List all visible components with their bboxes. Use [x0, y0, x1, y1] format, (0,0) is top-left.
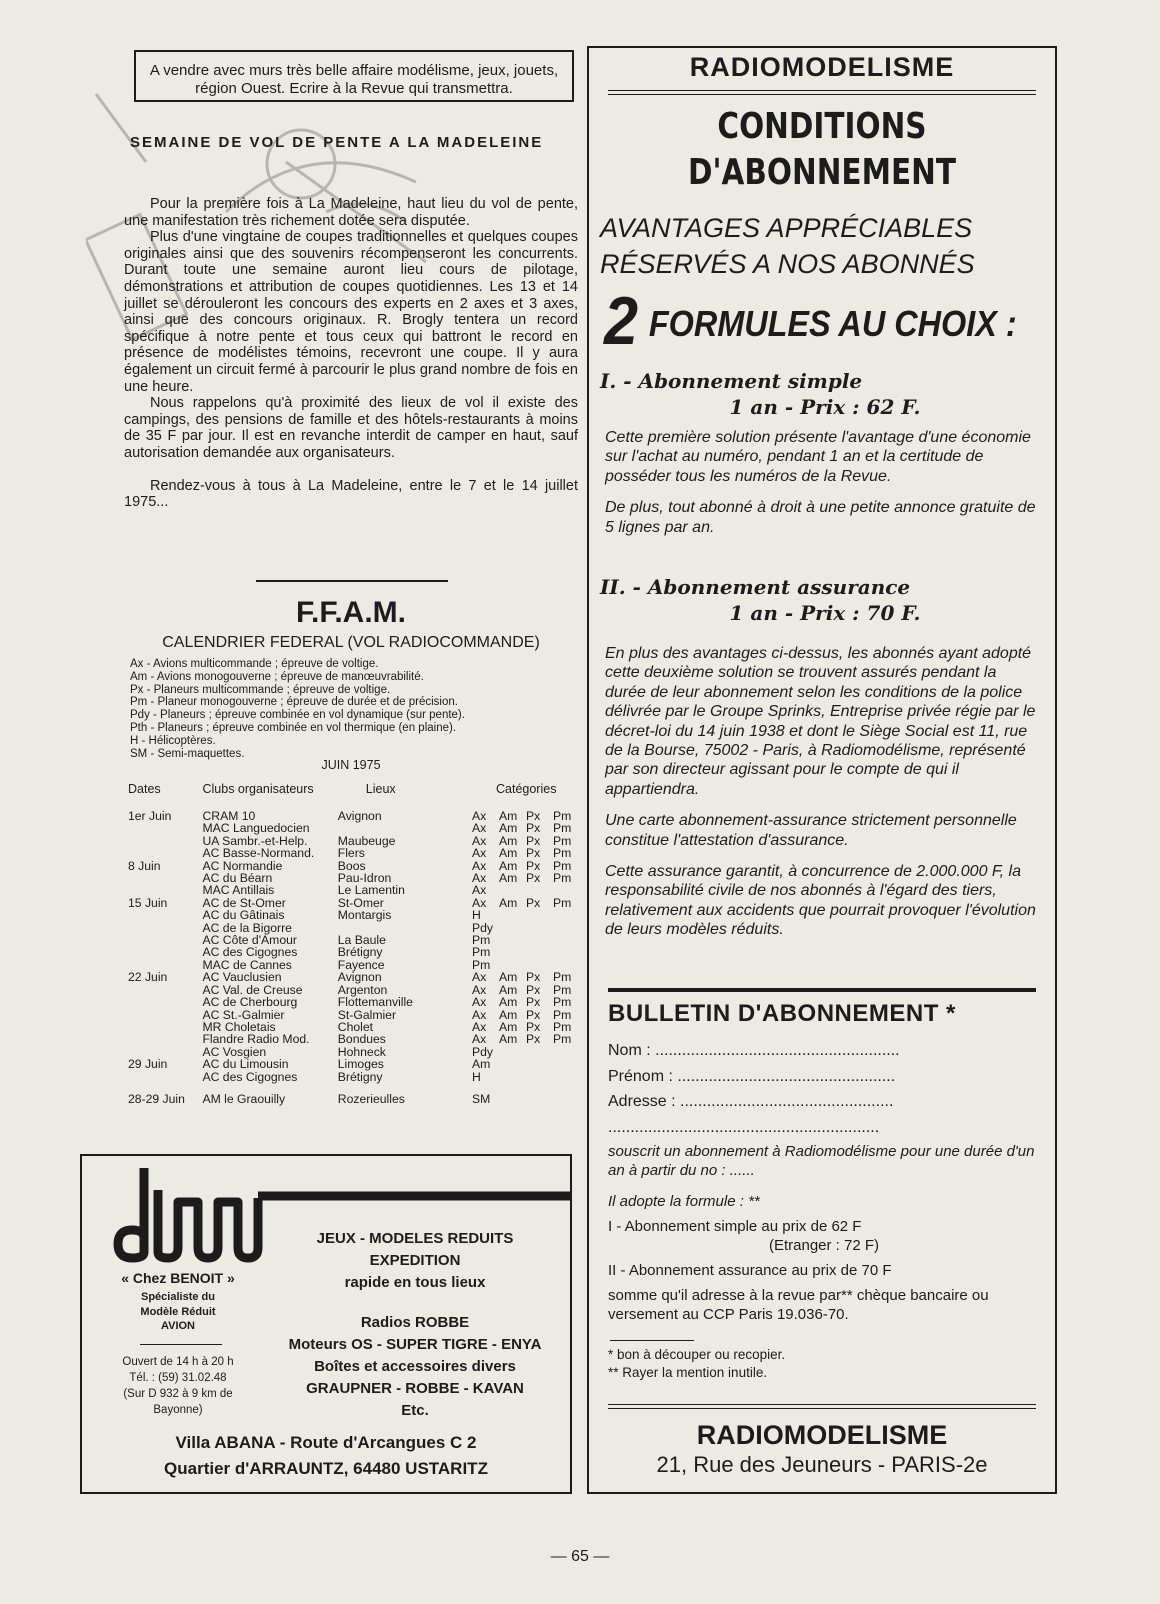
category-code: Px — [526, 858, 541, 873]
row-club: AC du Béarn — [202, 871, 273, 886]
category-code: Px — [526, 809, 541, 823]
conditions-title-line: CONDITIONS — [717, 106, 927, 147]
category-code: Pdy — [472, 1044, 494, 1059]
paragraph: En plus des avantages ci-dessus, les abonnés ayant adopté cette deuxième solution se trouvent assurés pendant la durée de leur abonnement selon les conditions de la police délivrée par le Groupe Sprinks, Entreprise privée régie par le décret-loi du 14 juin 1938 et dont le Siège Social est 11, rue de la Bourse, 75002 - Paris, à Radiomodélisme, représenté par son directeur agissant pour le compte de qui il appartiendra. — [605, 645, 1036, 798]
divider — [608, 94, 1036, 95]
row-location: Montargis — [337, 908, 392, 923]
row-date — [128, 872, 202, 884]
formula-2-price: 1 an - Prix : 70 F. — [729, 601, 921, 625]
paragraph: Cette assurance garantit, à concurrence de 2.000.000 F, la responsabilité civile de nos abonnés à l'égard des tiers, relativement aux accidents que pourrait provoquer l'évolution de leurs modèles réduits. — [605, 863, 1036, 939]
category-code: Px — [526, 970, 541, 985]
category-code: Ax — [472, 833, 487, 848]
row-date — [128, 996, 202, 1008]
calendar-body — [128, 810, 580, 1105]
row-location: Flottemanville — [337, 995, 413, 1010]
offering-line: rapide en tous lieux — [344, 1274, 486, 1291]
magazine-address: 21, Rue des Jeuneurs - PARIS-2e — [656, 1452, 988, 1477]
offering-line: EXPEDITION — [369, 1252, 461, 1269]
formules-heading — [604, 282, 1017, 360]
row-club: Flandre Radio Mod. — [202, 1032, 310, 1047]
category-code: Am — [499, 895, 518, 910]
offering-line: JEUX - MODELES REDUITS — [316, 1230, 514, 1247]
divider — [608, 1404, 1036, 1405]
row-location: Rozerieulles — [337, 1091, 405, 1106]
category-code: Pm — [553, 858, 572, 873]
category-code: SM — [472, 1091, 491, 1106]
table-row — [128, 971, 580, 983]
category-code: Px — [526, 833, 541, 848]
row-club: AC Normandie — [202, 858, 283, 873]
footnote: * bon à découper ou recopier. — [608, 1347, 786, 1362]
shop-address-line: Villa ABANA - Route d'Arcangues C 2 — [175, 1433, 477, 1452]
row-date — [128, 822, 202, 834]
row-location: Cholet — [337, 1019, 374, 1034]
shop-hours — [92, 1354, 264, 1418]
legend-item: Px - Planeurs multicommande ; épreuve de voltige. — [130, 683, 391, 696]
formula-1-price: 1 an - Prix : 62 F. — [729, 395, 921, 419]
subscription-form — [608, 1038, 1038, 1140]
category-legend — [130, 658, 580, 760]
category-code: Px — [526, 895, 541, 910]
row-date — [128, 984, 202, 996]
classified-ad-text: A vendre avec murs très belle affaire modélisme, jeux, jouets, région Ouest. Ecrire à la Revue qui transmettra. — [149, 62, 559, 97]
footnotes — [608, 1346, 1040, 1382]
row-location: Hohneck — [337, 1044, 386, 1059]
row-club: AC St.-Galmier — [202, 1007, 285, 1022]
shop-specialty-line: AVION — [160, 1320, 196, 1332]
divider — [608, 90, 1036, 91]
legend-item: Ax - Avions multicommande ; épreuve de voltige. — [130, 658, 379, 670]
table-row — [128, 884, 580, 896]
category-code: Am — [499, 809, 518, 823]
row-categories — [472, 897, 580, 909]
row-date — [128, 934, 202, 946]
category-code: Am — [499, 858, 518, 873]
table-row — [128, 946, 580, 958]
category-code: Px — [526, 982, 541, 997]
semaine-paragraph: Nous rappelons qu'à proximité des lieux de vol il existe des campings, des pensions de famille et des hôtels-restaurants à moins de 35 F par jour. Il est en revanche interdit de camper en haut, sauf autorisation demandée aux organisateurs. — [124, 395, 578, 461]
paragraph: De plus, tout abonné à droit à une petite annonce gratuite de 5 lignes par an. — [605, 499, 1036, 536]
category-code: Pm — [553, 1032, 572, 1047]
footnote: ** Rayer la mention inutile. — [608, 1365, 768, 1380]
category-code: Px — [526, 1032, 541, 1047]
magazine-title-bottom: RADIOMODELISME — [696, 1420, 948, 1450]
row-club: AC des Cigognes — [202, 1069, 298, 1084]
category-code: Ax — [472, 1019, 487, 1034]
footnote-divider — [610, 1340, 694, 1341]
calendar-month: JUIN 1975 — [321, 758, 381, 772]
legend-item: Pm - Planeur monogouverne ; épreuve de durée et de précision. — [130, 696, 458, 709]
shop-specialty-line: Modèle Réduit — [140, 1305, 216, 1318]
row-categories — [472, 996, 580, 1008]
category-code: Am — [499, 1019, 518, 1034]
row-location: Argenton — [337, 982, 388, 997]
category-code: Pm — [553, 1019, 572, 1034]
category-code: Am — [499, 846, 518, 861]
category-code: Pm — [472, 957, 491, 972]
category-code: Pm — [472, 933, 491, 948]
shop-name: « Chez BENOIT » — [121, 1270, 235, 1286]
category-code: Pm — [553, 846, 572, 861]
row-date — [128, 946, 202, 958]
row-location: St-Galmier — [337, 1007, 397, 1022]
calendar-table — [128, 782, 580, 1105]
column-header: Clubs organisateurs — [202, 782, 314, 796]
row-club: AC Basse-Normand. — [202, 846, 315, 861]
semaine-article — [124, 196, 578, 511]
category-code: Am — [499, 833, 518, 848]
formula-1-description — [605, 428, 1040, 549]
category-code: Pm — [553, 1007, 572, 1022]
table-row — [128, 1071, 580, 1083]
shop-address-line: Quartier d'ARRAUNTZ, 64480 USTARITZ — [164, 1459, 488, 1478]
row-location: Brétigny — [337, 1069, 383, 1084]
subscription-terms — [608, 1142, 1040, 1324]
row-club: AC Côte d'Amour — [202, 933, 297, 948]
legend-item: Pdy - Planeurs ; épreuve combinée en vol dynamique (sur pente). — [130, 709, 465, 722]
column-header: Dates — [128, 782, 161, 796]
row-location: La Baule — [337, 933, 386, 948]
row-date: 8 Juin — [128, 858, 161, 873]
conditions-title-line: D'ABONNEMENT — [688, 152, 956, 193]
category-code: Ax — [472, 883, 487, 898]
row-location — [338, 822, 472, 834]
address-field[interactable]: Adresse : ................................................ — [608, 1093, 894, 1110]
category-code: H — [472, 1069, 481, 1084]
row-categories — [472, 946, 580, 958]
row-location: Brétigny — [337, 945, 383, 960]
formula-2-title: II. - Abonnement assurance — [600, 575, 911, 599]
category-code: Ax — [472, 1032, 487, 1047]
subscription-sentence: souscrit un abonnement à Radiomodélisme pour une durée d'un an à partir du no : ...... — [608, 1143, 1035, 1179]
row-location: Maubeuge — [337, 833, 396, 848]
row-location: Avignon — [337, 970, 382, 985]
row-club: MAC Languedocien — [202, 821, 310, 836]
category-code: Ax — [472, 982, 487, 997]
row-date: 15 Juin — [128, 895, 168, 910]
row-date — [128, 1071, 202, 1083]
formula-2-description — [605, 644, 1040, 952]
row-categories — [472, 971, 580, 983]
semaine-paragraph: Pour la première fois à La Madeleine, haut lieu du vol de pente, une manifestation très richement dotée sera disputée. — [124, 196, 578, 229]
conditions-title — [629, 104, 1014, 196]
category-code: Am — [499, 982, 518, 997]
row-location: Flers — [337, 846, 365, 861]
row-categories — [472, 822, 580, 834]
category-code: Ax — [472, 995, 487, 1010]
paragraph: Cette première solution présente l'avantage d'une économie sur l'achat au numéro, pendant 1 an et la certitude de posséder tous les numéros de la Revue. — [605, 429, 1031, 485]
row-club: CRAM 10 — [202, 809, 256, 823]
table-row — [128, 996, 580, 1008]
column-header: Catégories — [496, 782, 557, 796]
offering-line: Etc. — [401, 1402, 429, 1419]
shop-phone: Tél. : (59) 31.02.48 — [129, 1372, 227, 1384]
formula-2-heading — [600, 574, 1050, 626]
category-code: Pm — [553, 995, 572, 1010]
category-code: Am — [499, 995, 518, 1010]
category-code: Px — [526, 821, 541, 836]
payment-instructions: somme qu'il adresse à la revue par** chèque bancaire ou versement au CCP Paris 19.036-70. — [608, 1287, 989, 1323]
category-code: Ax — [472, 846, 487, 861]
shop-specialty-line: Spécialiste du — [141, 1291, 215, 1303]
legend-item: H - Hélicoptères. — [130, 734, 216, 747]
category-code: Px — [526, 846, 541, 861]
category-code: Ax — [472, 858, 487, 873]
row-date — [128, 1009, 202, 1021]
row-club: MR Choletais — [202, 1019, 276, 1034]
legend-item: Pth - Planeurs ; épreuve combinée en vol thermique (en plaine). — [130, 721, 457, 734]
ffam-subtitle: CALENDRIER FEDERAL (VOL RADIOCOMMANDE) — [162, 634, 540, 651]
advantages-line: RÉSERVÉS A NOS ABONNÉS — [600, 249, 975, 279]
row-date — [128, 1033, 202, 1045]
divider — [608, 988, 1036, 992]
row-categories — [472, 1083, 580, 1105]
category-code: Pm — [553, 833, 572, 848]
category-code: H — [472, 908, 481, 923]
firstname-field[interactable]: Prénom : ................................................. — [608, 1067, 896, 1085]
table-header-row — [128, 782, 580, 810]
ffam-title: F.F.A.M. — [296, 596, 406, 629]
row-club: AC de la Bigorre — [202, 920, 292, 935]
shop-offerings — [270, 1228, 560, 1422]
category-code: Ax — [472, 895, 487, 910]
row-club: AC Vosgien — [202, 1044, 267, 1059]
row-date: 29 Juin — [128, 1057, 168, 1072]
category-code: Pm — [553, 982, 572, 997]
offering-line: Boîtes et accessoires divers — [314, 1358, 516, 1375]
row-categories — [472, 1071, 580, 1083]
advantages-heading — [600, 210, 1050, 282]
category-code: Am — [499, 821, 518, 836]
semaine-paragraph: Plus d'une vingtaine de coupes traditionnelles et quelques coupes originales ainsi que des souvenirs récompenseront les concurrents. Durant toute une semaine auront lieu cours de pilotage, démonstrations et attribution de coupes quotidiennes. Les 13 et 14 juillet se dérouleront les concours des experts en 2 axes et 3 axes, ainsi que des concours originaux. R. Brogly tentera un record spécifique à notre pente et tous ceux qui battront le record en présence de modélistes témoins, recevront une coupe. Il y aura également un circuit fermé à parcourir le plus grand nombre de fois en une heure. — [124, 229, 578, 395]
table-row — [128, 1058, 580, 1070]
offering-line: Radios ROBBE — [360, 1314, 470, 1331]
shop-address — [80, 1430, 572, 1482]
row-club: MAC de Cannes — [202, 957, 292, 972]
category-code: Pm — [553, 895, 572, 910]
shop-route: (Sur D 932 à 9 km de — [123, 1388, 233, 1400]
row-date — [128, 922, 202, 934]
row-date — [128, 835, 202, 847]
table-row — [128, 1083, 580, 1105]
row-club: AC des Cigognes — [202, 945, 298, 960]
table-row — [128, 909, 580, 921]
category-code: Am — [499, 871, 518, 886]
table-row — [128, 822, 580, 834]
magazine-title: RADIOMODELISME — [689, 52, 955, 82]
option-simple-abroad: (Etranger : 72 F) — [768, 1237, 880, 1254]
semaine-title: SEMAINE DE VOL DE PENTE A LA MADELEINE — [130, 134, 544, 151]
shop-hours-line: Ouvert de 14 h à 20 h — [122, 1356, 234, 1368]
category-code: Pm — [553, 871, 572, 886]
category-code: Px — [526, 995, 541, 1010]
category-code: Ax — [472, 809, 487, 823]
formula-1-title: I. - Abonnement simple — [600, 369, 863, 393]
category-code: Am — [499, 1032, 518, 1047]
advantages-line: AVANTAGES APPRÉCIABLES — [600, 213, 973, 243]
row-location: Bondues — [337, 1032, 386, 1047]
row-date — [128, 847, 202, 859]
row-club: AC de Cherbourg — [202, 995, 298, 1010]
category-code: Px — [526, 871, 541, 886]
row-club: AC de St-Omer — [202, 895, 286, 910]
row-club: AC Vauclusien — [202, 970, 282, 985]
row-categories — [472, 1058, 580, 1070]
category-code: Am — [499, 1007, 518, 1022]
category-code: Pm — [553, 970, 572, 985]
formules-number: 2 — [604, 283, 639, 359]
category-code: Px — [526, 1007, 541, 1022]
page-number: — 65 — — [550, 1548, 610, 1565]
row-location: Fayence — [337, 957, 385, 972]
offering-line: Moteurs OS - SUPER TIGRE - ENYA — [288, 1336, 542, 1353]
category-code: Px — [526, 1019, 541, 1034]
row-location: Pau-Idron — [337, 871, 392, 886]
shop-route: Bayonne) — [153, 1404, 203, 1416]
row-date — [128, 909, 202, 921]
formula-choice-label: Il adopte la formule : ** — [608, 1193, 760, 1210]
row-categories — [472, 909, 580, 921]
section-divider — [256, 580, 448, 582]
category-code: Ax — [472, 970, 487, 985]
row-club: UA Sambr.-et-Help. — [202, 833, 308, 848]
row-location: Limoges — [337, 1057, 384, 1072]
row-location: St-Omer — [337, 895, 384, 910]
semaine-paragraph: Rendez-vous à tous à La Madeleine, entre le 7 et le 14 juillet 1975... — [124, 477, 578, 511]
row-club: AC du Gâtinais — [202, 908, 285, 923]
formula-1-heading — [600, 368, 1050, 420]
paragraph: Une carte abonnement-assurance strictement personnelle constitue l'attestation d'assurance. — [605, 812, 1017, 849]
category-code: Pm — [553, 809, 572, 823]
row-club: AC Val. de Creuse — [202, 982, 303, 997]
row-location: Boos — [337, 858, 366, 873]
row-date: 22 Juin — [128, 970, 168, 985]
row-categories — [472, 1033, 580, 1045]
option-assurance[interactable]: II - Abonnement assurance au prix de 70 F — [608, 1262, 892, 1279]
legend-item: Am - Avions monogouverne ; épreuve de manœuvrabilité. — [130, 670, 424, 683]
row-location: Avignon — [337, 809, 382, 823]
column-header: Lieux — [365, 782, 396, 796]
divider — [140, 1344, 222, 1345]
row-date — [128, 884, 202, 896]
option-simple[interactable]: I - Abonnement simple au prix de 62 F — [608, 1218, 862, 1235]
row-date: 28-29 Juin — [128, 1091, 185, 1106]
row-categories — [472, 847, 580, 859]
formules-label: FORMULES AU CHOIX : — [648, 303, 1017, 344]
row-location: Le Lamentin — [337, 883, 405, 898]
category-code: Pm — [472, 945, 491, 960]
category-code: Am — [499, 970, 518, 985]
category-code: Ax — [472, 871, 487, 886]
category-code: Ax — [472, 1007, 487, 1022]
row-club: MAC Antillais — [202, 883, 275, 898]
row-date: 1er Juin — [128, 809, 172, 823]
row-categories — [472, 872, 580, 884]
row-categories — [472, 884, 580, 896]
category-code: Pm — [553, 821, 572, 836]
table-row — [128, 1033, 580, 1045]
row-club: AC du Limousin — [202, 1057, 289, 1072]
divider — [608, 1408, 1036, 1409]
category-code: Ax — [472, 821, 487, 836]
bulletin-title: BULLETIN D'ABONNEMENT * — [608, 1000, 956, 1027]
row-club: AM le Graouilly — [202, 1091, 286, 1106]
category-code: Am — [472, 1057, 491, 1072]
address-field-continued[interactable]: ............................................................. — [608, 1118, 880, 1136]
table-row — [128, 847, 580, 859]
category-code: Pdy — [472, 920, 494, 935]
row-date — [128, 1021, 202, 1033]
offering-line: GRAUPNER - ROBBE - KAVAN — [306, 1380, 524, 1397]
legend-item: SM - Semi-maquettes. — [130, 747, 245, 760]
shop-specialty — [92, 1290, 264, 1334]
name-field[interactable]: Nom : ....................................................... — [608, 1042, 900, 1059]
